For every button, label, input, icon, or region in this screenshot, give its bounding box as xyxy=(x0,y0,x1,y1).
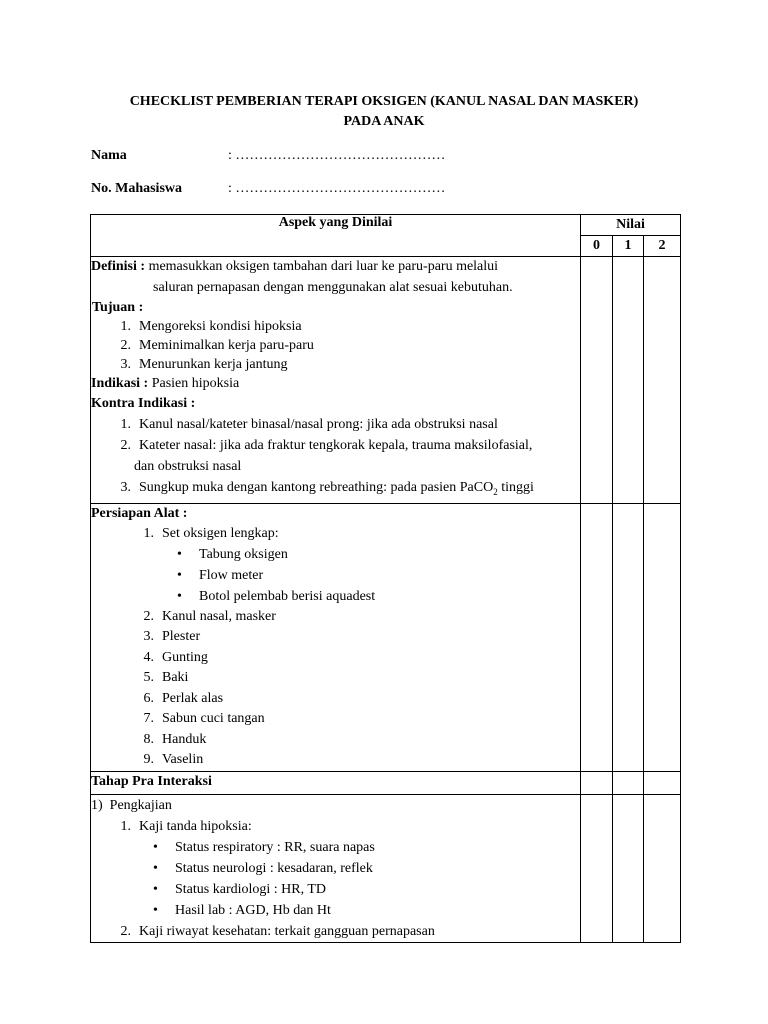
kontra-label: Kontra Indikasi : xyxy=(91,396,196,411)
score-box-1[interactable] xyxy=(613,257,644,504)
list-item: 1. Kaji tanda hipoksia: xyxy=(120,818,252,834)
list-item-continuation: dan obstruksi nasal xyxy=(134,459,242,474)
list-item: 3. Menurunkan kerja jantung xyxy=(120,357,288,372)
bullet-item: • Flow meter xyxy=(177,567,264,583)
list-item: 1. Mengoreksi kondisi hipoksia xyxy=(120,319,302,334)
list-item: 2. Meminimalkan kerja paru-paru xyxy=(120,338,314,353)
list-item: 1. Kanul nasal/kateter binasal/nasal prong: jika ada obstruksi nasal xyxy=(120,417,498,432)
score-box-2[interactable] xyxy=(644,794,681,942)
definisi-label: Definisi : xyxy=(91,259,146,274)
score-box-0[interactable] xyxy=(581,794,613,942)
bullet-item: • Tabung oksigen xyxy=(177,546,288,562)
table-row-persiapan xyxy=(91,503,681,771)
bullet-item: • Status respiratory : RR, suara napas xyxy=(153,839,375,855)
list-item: 3. Sungkup muka dengan kantong rebreathing: pada pasien PaCO$_2$ tinggi xyxy=(120,480,534,497)
list-item: 8. Handuk xyxy=(143,731,207,747)
header-score-2: 2 xyxy=(644,236,681,257)
title-line-2: PADA ANAK xyxy=(343,114,425,129)
list-item: 6. Perlak alas xyxy=(143,690,224,706)
document-title xyxy=(0,92,768,132)
header-nilai: Nilai xyxy=(581,215,681,236)
list-item: 5. Baki xyxy=(143,670,189,686)
title-line-1: CHECKLIST PEMBERIAN TERAPI OKSIGEN (KANUL NASAL DAN MASKER) xyxy=(129,94,639,109)
list-item: 9. Vaselin xyxy=(143,752,204,768)
bullet-item: • Status kardiologi : HR, TD xyxy=(153,881,327,897)
score-box-1[interactable] xyxy=(613,794,644,942)
score-box-2[interactable] xyxy=(644,257,681,504)
list-item: 1. Set oksigen lengkap: xyxy=(143,525,279,541)
bullet-item: • Hasil lab : AGD, Hb dan Ht xyxy=(153,902,331,918)
table-row-pra-interaksi xyxy=(91,771,681,794)
indikasi-label: Indikasi : xyxy=(91,376,149,391)
table-row-definisi xyxy=(91,257,681,504)
score-box-1[interactable] xyxy=(613,503,644,771)
pra-interaksi-cell xyxy=(91,771,581,794)
score-box-2[interactable] xyxy=(644,503,681,771)
definisi-text-2: saluran pernapasan dengan menggunakan alat sesuai kebutuhan. xyxy=(153,279,513,295)
list-item: 2. Kateter nasal: jika ada fraktur tengkorak kepala, trauma maksilofasial, xyxy=(120,438,533,453)
list-item: 3. Plester xyxy=(143,629,201,645)
header-score-1: 1 xyxy=(613,236,644,257)
pra-interaksi-label: Tahap Pra Interaksi xyxy=(91,773,212,789)
list-item: 2. Kaji riwayat kesehatan: terkait gangguan pernapasan xyxy=(120,923,435,939)
persiapan-cell xyxy=(91,503,581,771)
bullet-item: • Botol pelembab berisi aquadest xyxy=(177,588,376,604)
score-box-0[interactable] xyxy=(581,771,613,794)
score-box-2[interactable] xyxy=(644,771,681,794)
list-item: 4. Gunting xyxy=(143,649,208,665)
score-box-1[interactable] xyxy=(613,771,644,794)
mahasiswa-field xyxy=(91,181,445,197)
pengkajian-cell xyxy=(91,794,581,942)
definisi-text-1: memasukkan oksigen tambahan dari luar ke paru-paru melalui xyxy=(145,259,499,274)
nama-field xyxy=(91,148,445,164)
table-row-pengkajian xyxy=(91,794,681,942)
header-aspek: Aspek yang Dinilai xyxy=(91,215,581,257)
list-item: 1) Pengkajian xyxy=(91,797,172,813)
nama-value[interactable]: : ……………………………………… xyxy=(228,148,446,163)
tujuan-label: Tujuan : xyxy=(92,300,144,315)
definisi-cell xyxy=(91,257,581,504)
mahasiswa-label: No. Mahasiswa xyxy=(91,181,183,196)
persiapan-label: Persiapan Alat : xyxy=(91,505,188,521)
list-item: 2. Kanul nasal, masker xyxy=(143,608,276,624)
score-box-0[interactable] xyxy=(581,503,613,771)
bullet-item: • Status neurologi : kesadaran, reflek xyxy=(153,860,373,876)
header-score-0: 0 xyxy=(581,236,613,257)
indikasi-text: Pasien hipoksia xyxy=(148,376,240,391)
list-item: 7. Sabun cuci tangan xyxy=(143,711,265,727)
nama-label: Nama xyxy=(91,148,127,163)
score-box-0[interactable] xyxy=(581,257,613,504)
mahasiswa-value[interactable]: : ……………………………………… xyxy=(228,181,446,196)
checklist-table xyxy=(90,214,681,943)
